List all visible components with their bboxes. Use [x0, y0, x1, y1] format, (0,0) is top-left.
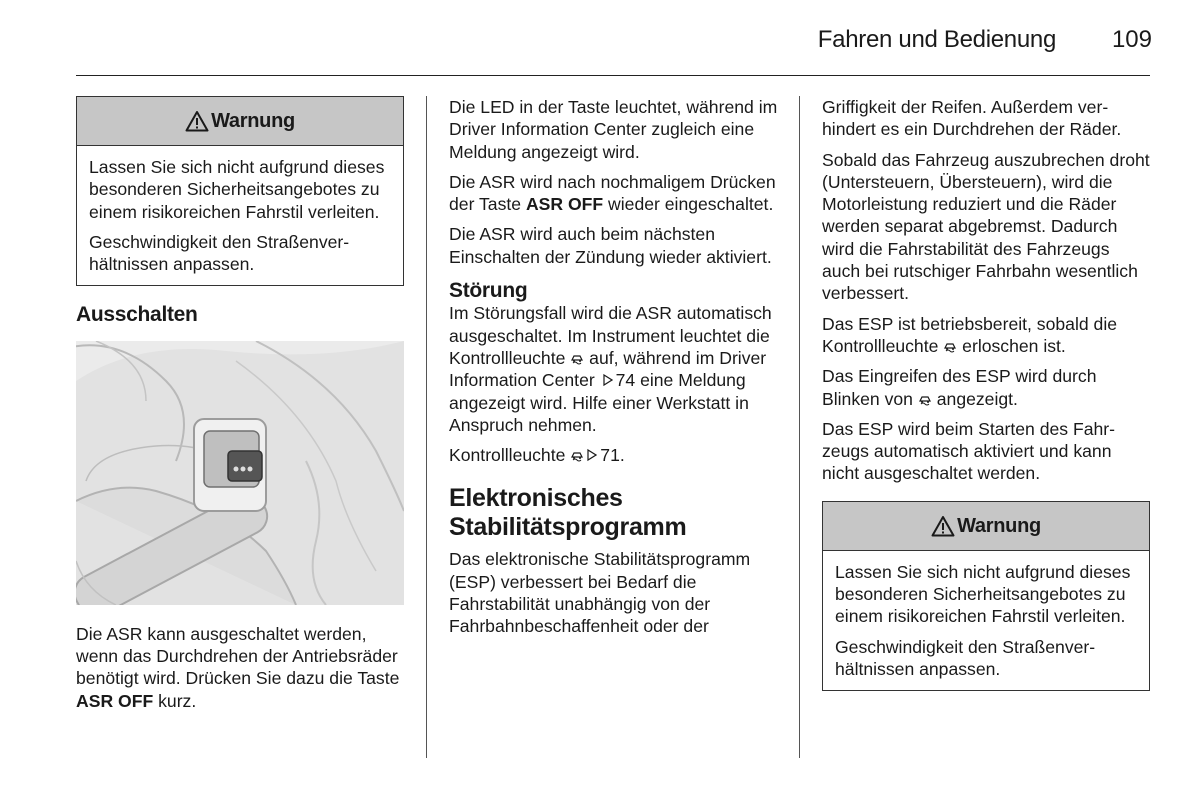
button-name: ASR OFF [76, 690, 154, 711]
center-console-drawing [76, 341, 404, 605]
button-name: ASR OFF [525, 194, 604, 215]
traction-control-icon [943, 339, 957, 353]
paragraph: Sobald das Fahrzeug auszubrechen droht (Untersteuern, Übersteuern), wird die Motorleistung reduziert und die Räder werden separat abgebremst. Dadurch wird die Fahrstabilität des Fahrzeugs auch bei rutschiger Fahrbahn wesentlich verbessert. [822, 149, 1150, 304]
paragraph: Die ASR wird auch beim nächsten Einschalten der Zündung wieder aktiviert. [449, 224, 772, 267]
warning-title: Warnung [957, 514, 1041, 537]
paragraph: Die ASR kann ausgeschaltet werden, wenn das Durchdrehen der Antriebsräder benötigt wird. Drücken Sie dazu die Taste ASR OFF kurz. [76, 623, 400, 711]
warning-text: Lassen Sie sich nicht aufgrund dieses besonderen Sicherheitsangebotes zu einem risikoreichen Fahrstil verleiten. [89, 157, 385, 222]
traction-control-icon [918, 392, 932, 406]
warning-header [77, 97, 403, 146]
paragraph: Im Störungsfall wird die ASR automatisch ausgeschaltet. Im Instrument leuchtet die Kontrollleuchte auf, während im Driver Information Center 74 eine Meldung angezeigt wird. Hilfe einer Werkstatt in Anspruch nehmen. [449, 303, 772, 435]
warning-text: Geschwindigkeit den Straßenverhältnissen anpassen. [89, 231, 350, 275]
asr-button-illustration [76, 341, 404, 605]
warning-text: Lassen Sie sich nicht aufgrund dieses besonderen Sicherheitsangebotes zu einem risikoreichen Fahrstil verleiten. [835, 561, 1131, 627]
column-1 [76, 96, 404, 720]
paragraph: Das ESP wird beim Starten des Fahrzeugs automatisch aktiviert und kann nicht ausgeschaltet werden. [822, 418, 1116, 484]
paragraph: Das ESP ist betriebsbereit, sobald die Kontrollleuchte erloschen ist. [822, 313, 1118, 356]
reference-arrow-icon [603, 373, 613, 387]
warning-triangle-icon [185, 110, 209, 132]
subsection-heading: Störung [449, 279, 528, 303]
section-title: Fahren und Bedienung [817, 26, 1056, 53]
chapter-heading: Elektronisches Stabilitätsprogramm [449, 484, 687, 542]
traction-control-icon [570, 448, 584, 462]
column-divider [799, 96, 800, 758]
warning-text: Geschwindigkeit den Straßenverhältnissen anpassen. [835, 636, 1096, 679]
column-2 [449, 96, 779, 646]
paragraph: Das elektronische Stabilitätsprogramm (ESP) verbessert bei Bedarf die Fahrstabilität unabhängig von der Fahrbahnbeschaffenheit oder der [449, 549, 751, 637]
section-heading: Ausschalten [76, 303, 198, 327]
header-rule [76, 75, 1150, 76]
paragraph: Kontrollleuchte 71. [449, 445, 625, 466]
warning-header [823, 502, 1149, 551]
column-3 [822, 96, 1150, 691]
page-header [76, 24, 1152, 60]
column-divider [426, 96, 427, 758]
paragraph: Das Eingreifen des ESP wird durch Blinken von angezeigt. [822, 366, 1097, 409]
paragraph: Griffigkeit der Reifen. Außerdem verhindert es ein Durchdrehen der Räder. [822, 97, 1122, 140]
reference-arrow-icon [587, 448, 597, 462]
warning-body [823, 551, 1149, 690]
paragraph: Die ASR wird nach nochmaligem Drücken der Taste ASR OFF wieder eingeschaltet. [449, 171, 776, 215]
warning-box [76, 96, 404, 286]
warning-box [822, 501, 1150, 691]
page-number: 109 [1111, 26, 1152, 53]
warning-title: Warnung [211, 109, 295, 132]
warning-triangle-icon [931, 515, 955, 537]
paragraph: Die LED in der Taste leuchtet, während im Driver Information Center zugleich eine Meldung angezeigt wird. [449, 97, 778, 162]
traction-control-icon [570, 351, 584, 365]
warning-body [77, 146, 403, 285]
